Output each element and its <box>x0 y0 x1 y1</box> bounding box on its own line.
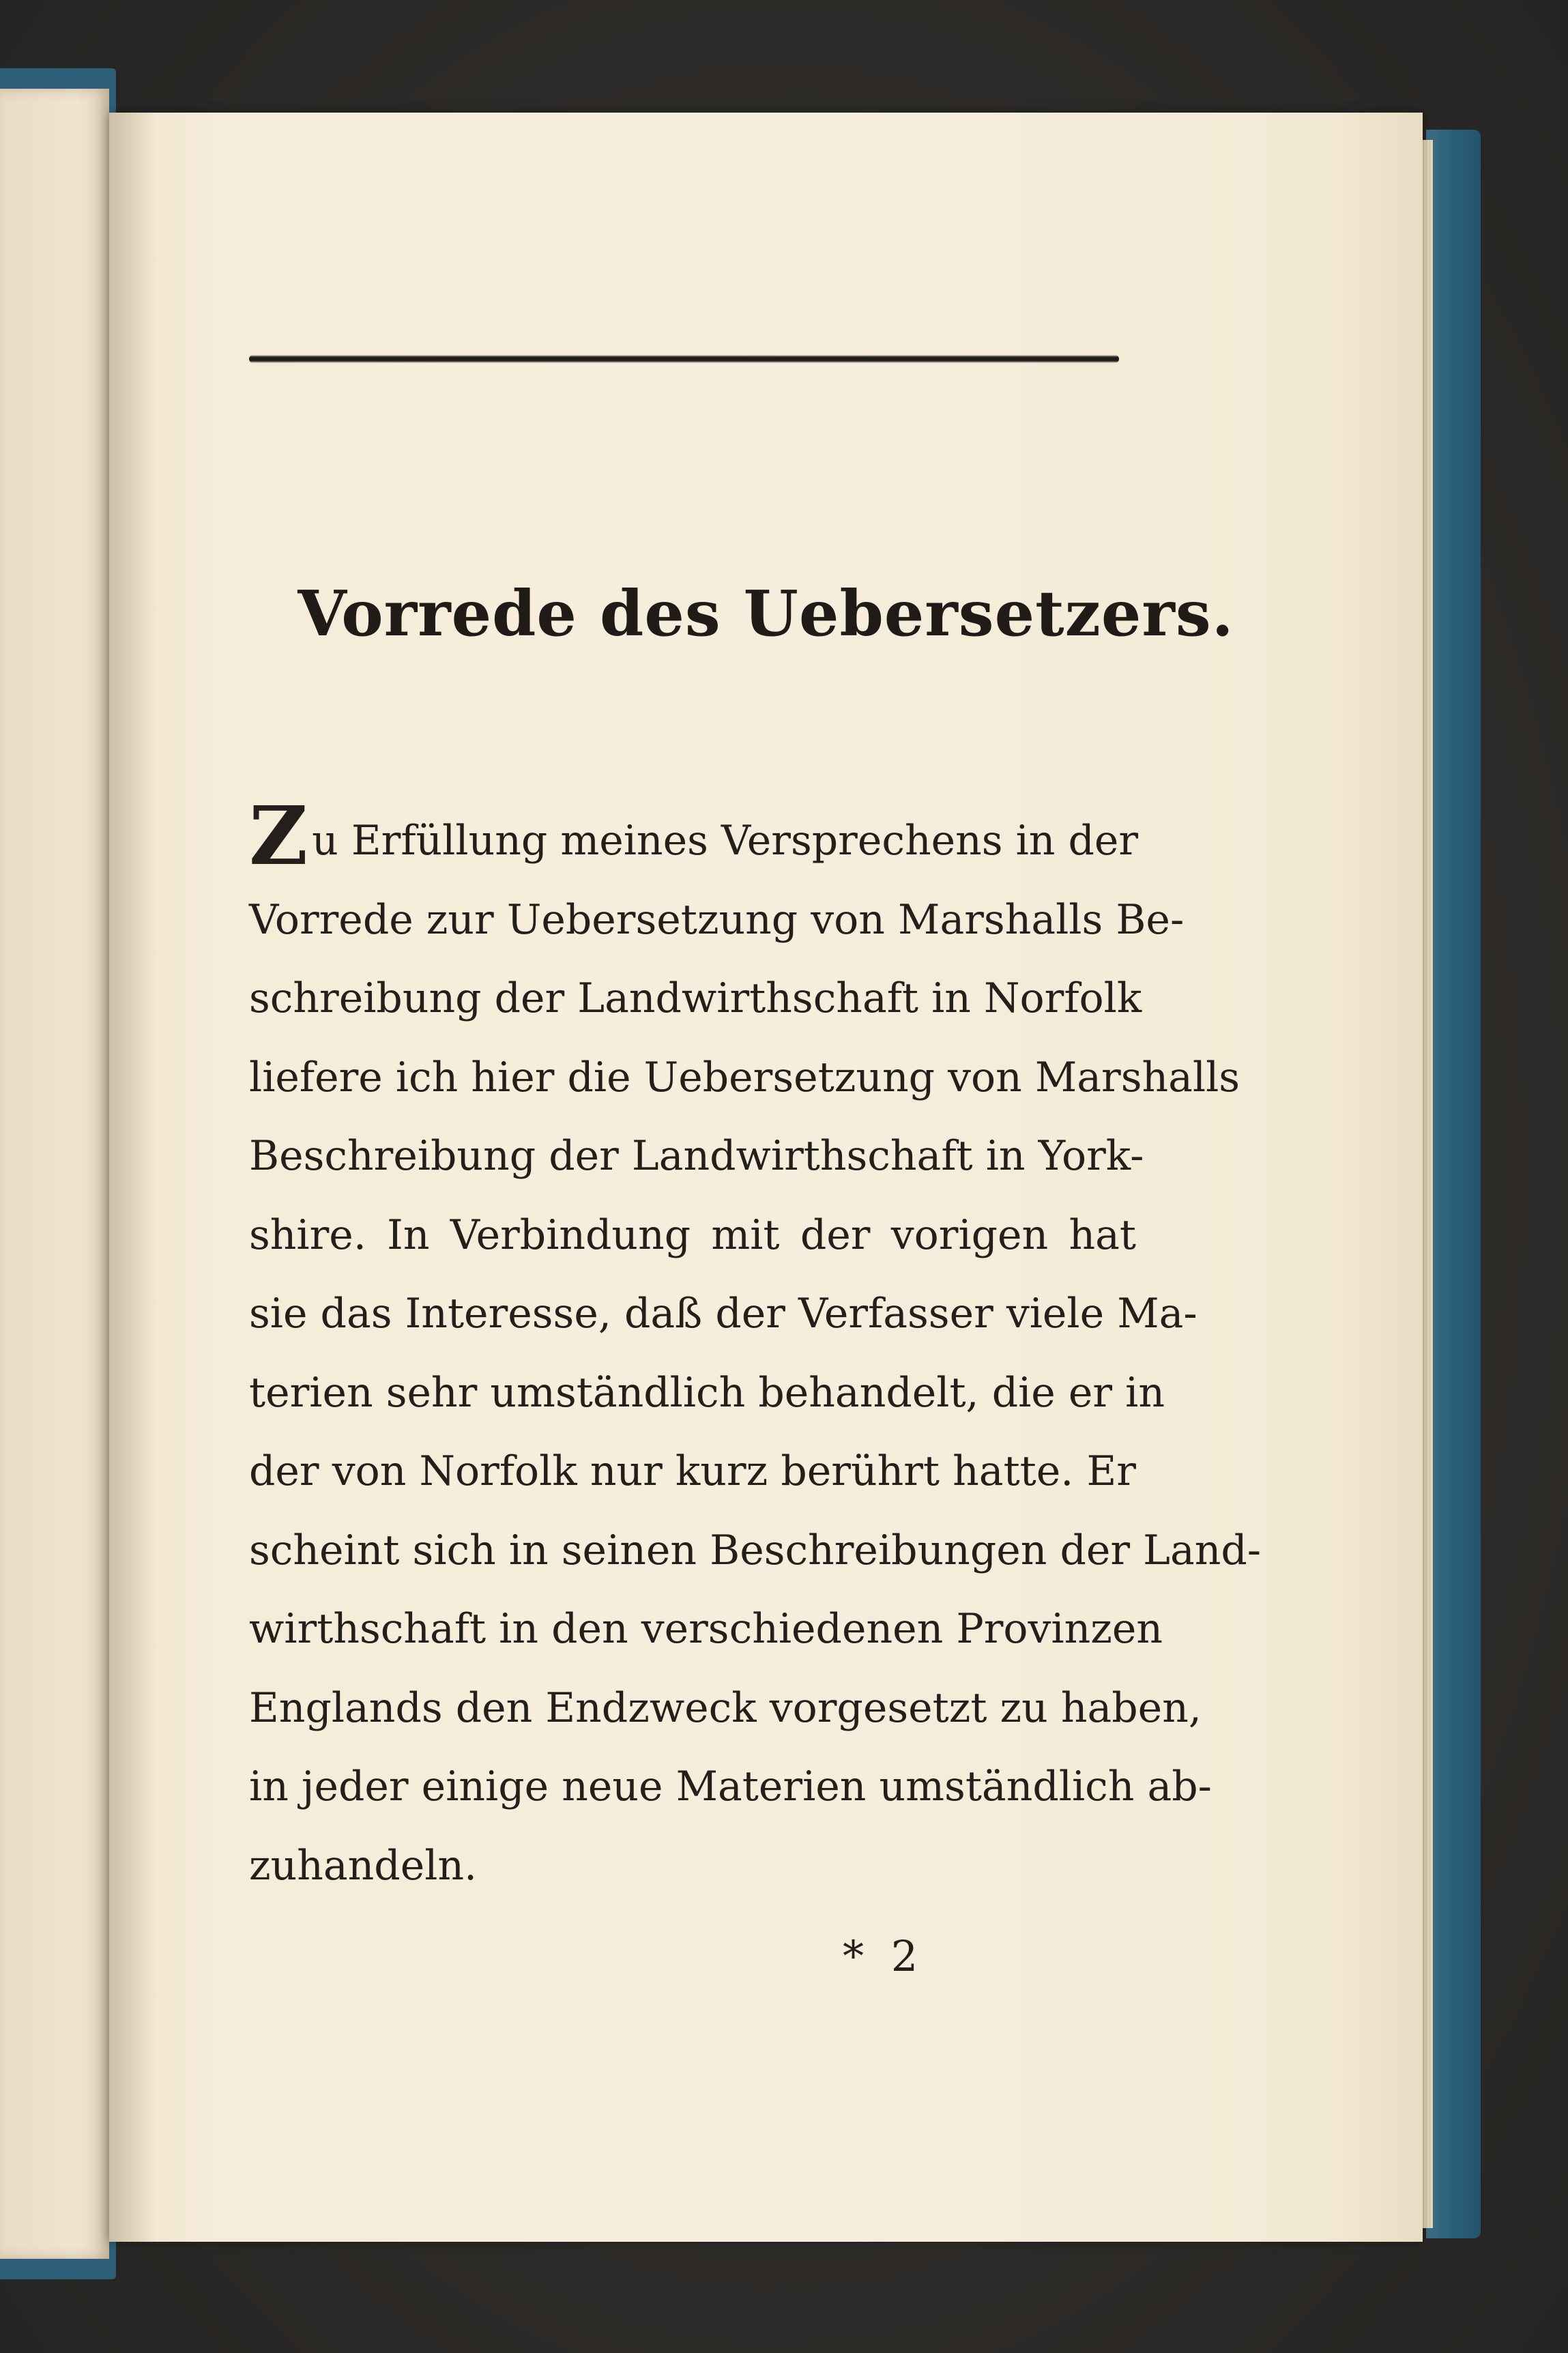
right-book-cover <box>1426 130 1481 2238</box>
text-line-8: terien sehr umständlich behandelt, die er in <box>249 1368 1165 1417</box>
text-line-1: Zu Erfüllung meines Versprechens in der <box>249 788 1139 883</box>
gutter-shadow <box>109 113 157 2242</box>
text-line-12: Englands den Endzweck vorgesetzt zu haben, <box>249 1684 1202 1732</box>
header-rule <box>249 355 1119 363</box>
text-line-4: liefere ich hier die Uebersetzung von Marshalls <box>249 1053 1240 1101</box>
text-line-5: Beschreibung der Landwirthschaft in York- <box>249 1132 1144 1180</box>
signature-mark: * 2 <box>843 1931 925 1981</box>
text-line-7: sie das Interesse, daß der Verfasser viele Ma- <box>249 1290 1197 1338</box>
body-text <box>249 788 1262 1905</box>
text-line-3: schreibung der Landwirthschaft in Norfolk <box>249 975 1142 1022</box>
text-line-11: wirthschaft in den verschiedenen Provinzen <box>249 1605 1163 1653</box>
text-line-9: der von Norfolk nur kurz berührt hatte. Er <box>249 1447 1136 1495</box>
text-line-10: scheint sich in seinen Beschreibungen der Land- <box>249 1526 1262 1574</box>
text-line-14: zuhandeln. <box>249 1841 478 1890</box>
left-facing-page <box>0 89 109 2259</box>
text-line-6: shire. In Verbindung mit der vorigen hat <box>249 1211 1136 1259</box>
left-page-bleed-mark <box>7 607 55 669</box>
book-page <box>109 113 1423 2242</box>
page-title: Vorrede des Uebersetzers. <box>297 577 1234 650</box>
text-line-13: in jeder einige neue Materien umständlich ab- <box>249 1763 1212 1810</box>
text-line-2: Vorrede zur Uebersetzung von Marshalls Be- <box>249 895 1185 944</box>
drop-initial: Z <box>249 788 308 883</box>
